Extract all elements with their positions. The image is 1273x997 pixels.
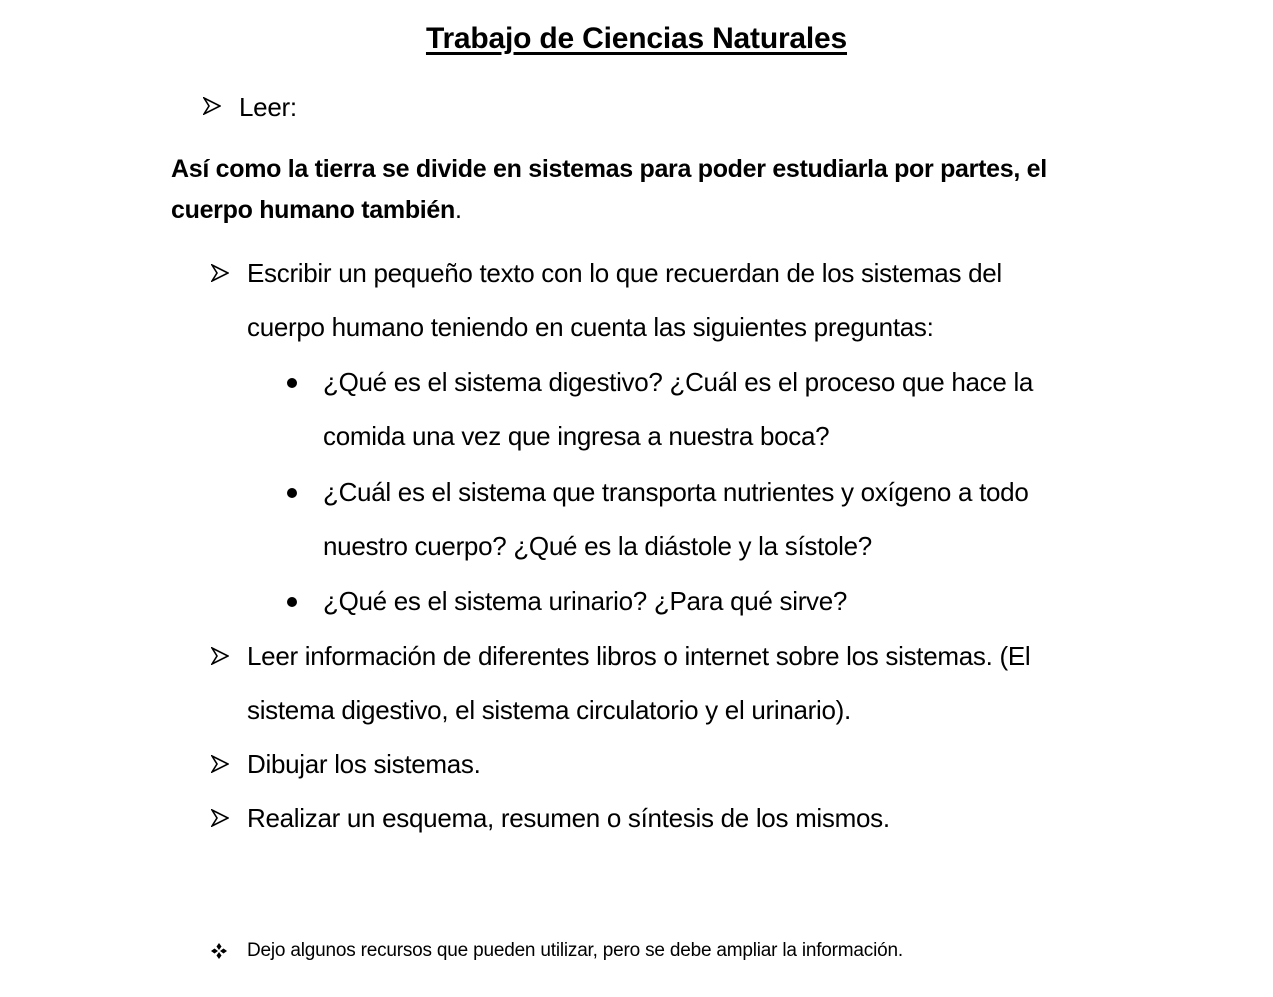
intro-line-2: [171, 196, 462, 225]
intro-period: .: [455, 196, 462, 224]
question-1-line-1: ¿Qué es el sistema digestivo? ¿Cuál es el proceso que hace la: [323, 367, 1034, 397]
question-3-line-1: ¿Qué es el sistema urinario? ¿Para qué sirve?: [323, 586, 848, 616]
leer-label: Leer:: [239, 92, 297, 122]
question-1-line-2: comida una vez que ingresa a nuestra boca?: [323, 421, 830, 451]
four-diamond-bullet-icon: [211, 943, 227, 959]
round-bullet-icon: [287, 378, 297, 388]
page-title: Trabajo de Ciencias Naturales: [425, 22, 848, 55]
arrowhead-bullet-icon: [211, 264, 229, 282]
round-bullet-icon: [287, 597, 297, 607]
intro-bold: cuerpo humano también: [171, 196, 456, 224]
footer-note: Dejo algunos recursos que pueden utilizar, pero se debe ampliar la información.: [247, 940, 903, 961]
arrowhead-bullet-icon: [211, 647, 229, 665]
task-3-line-1: Dibujar los sistemas.: [247, 749, 481, 779]
intro-line-1: Así como la tierra se divide en sistemas para poder estudiarla por partes, el: [171, 155, 1047, 183]
arrowhead-bullet-icon: [211, 755, 229, 773]
task-4-line-1: Realizar un esquema, resumen o síntesis de los mismos.: [247, 803, 890, 833]
arrowhead-bullet-icon: [211, 809, 229, 827]
task-2-line-1: Leer información de diferentes libros o internet sobre los sistemas. (El: [247, 641, 1031, 671]
task-1-line-2: cuerpo humano teniendo en cuenta las siguientes preguntas:: [247, 312, 934, 342]
round-bullet-icon: [287, 488, 297, 498]
task-2-line-2: sistema digestivo, el sistema circulatorio y el urinario).: [247, 695, 851, 725]
arrowhead-bullet-icon: [203, 97, 221, 115]
question-2-line-1: ¿Cuál es el sistema que transporta nutrientes y oxígeno a todo: [323, 477, 1029, 507]
question-2-line-2: nuestro cuerpo? ¿Qué es la diástole y la sístole?: [323, 531, 872, 561]
task-1-line-1: Escribir un pequeño texto con lo que recuerdan de los sistemas del: [247, 258, 1002, 288]
